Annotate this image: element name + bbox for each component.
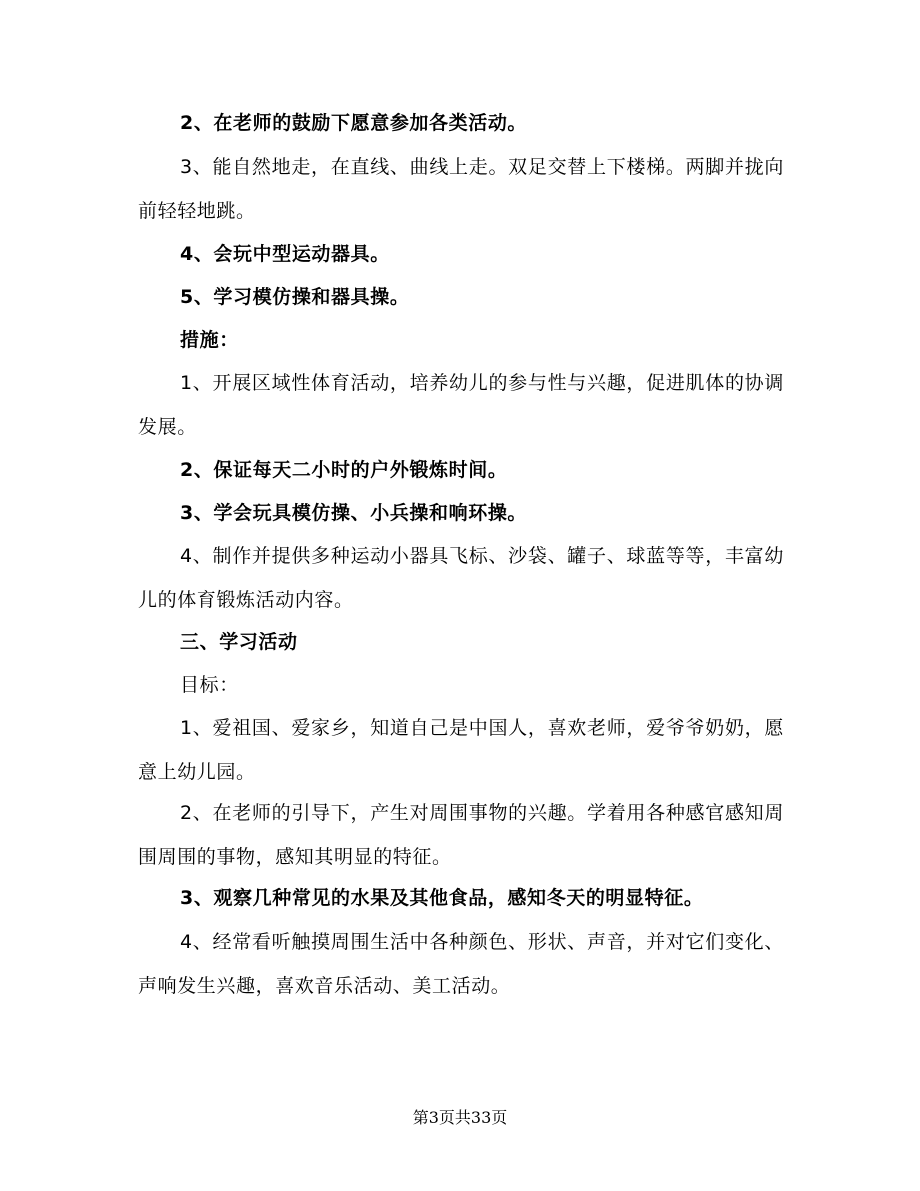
paragraph-measure-3: 3、学会玩具模仿操、小兵操和响环操。 bbox=[180, 502, 528, 524]
section-heading-learning: 三、学习活动 bbox=[180, 631, 298, 653]
page-number-footer: 第3页共33页 bbox=[412, 1108, 508, 1127]
paragraph-goal-4: 4、会玩中型运动器具。 bbox=[180, 243, 390, 265]
paragraph-measure-1: 1、开展区域性体育活动，培养幼儿的参与性与兴趣，促进肌体的协调发展。 bbox=[138, 372, 784, 438]
paragraph-goal-2: 2、在老师的鼓励下愿意参加各类活动。 bbox=[180, 112, 528, 134]
paragraph-target-3: 3、观察几种常见的水果及其他食品，感知冬天的明显特征。 bbox=[180, 887, 704, 909]
paragraph-target-4: 4、经常看听触摸周围生活中各种颜色、形状、声音，并对它们变化、声响发生兴趣，喜欢音乐活动、美工活动。 bbox=[138, 931, 784, 997]
paragraph-goal-3: 3、能自然地走，在直线、曲线上走。双足交替上下楼梯。两脚并拢向前轻轻地跳。 bbox=[138, 156, 784, 222]
paragraph-measure-4: 4、制作并提供多种运动小器具飞标、沙袋、罐子、球蓝等等，丰富幼儿的体育锻炼活动内容。 bbox=[138, 545, 784, 611]
paragraph-target-2: 2、在老师的引导下，产生对周围事物的兴趣。学着用各种感官感知周围周围的事物，感知其明显的特征。 bbox=[138, 802, 784, 868]
paragraph-target-1: 1、爱祖国、爱家乡，知道自己是中国人，喜欢老师，爱爷爷奶奶，愿意上幼儿园。 bbox=[138, 717, 784, 783]
targets-heading: 目标： bbox=[180, 674, 239, 696]
measures-heading: 措施： bbox=[180, 329, 239, 351]
paragraph-measure-2: 2、保证每天二小时的户外锻炼时间。 bbox=[180, 459, 508, 481]
paragraph-goal-5: 5、学习模仿操和器具操。 bbox=[180, 286, 410, 308]
